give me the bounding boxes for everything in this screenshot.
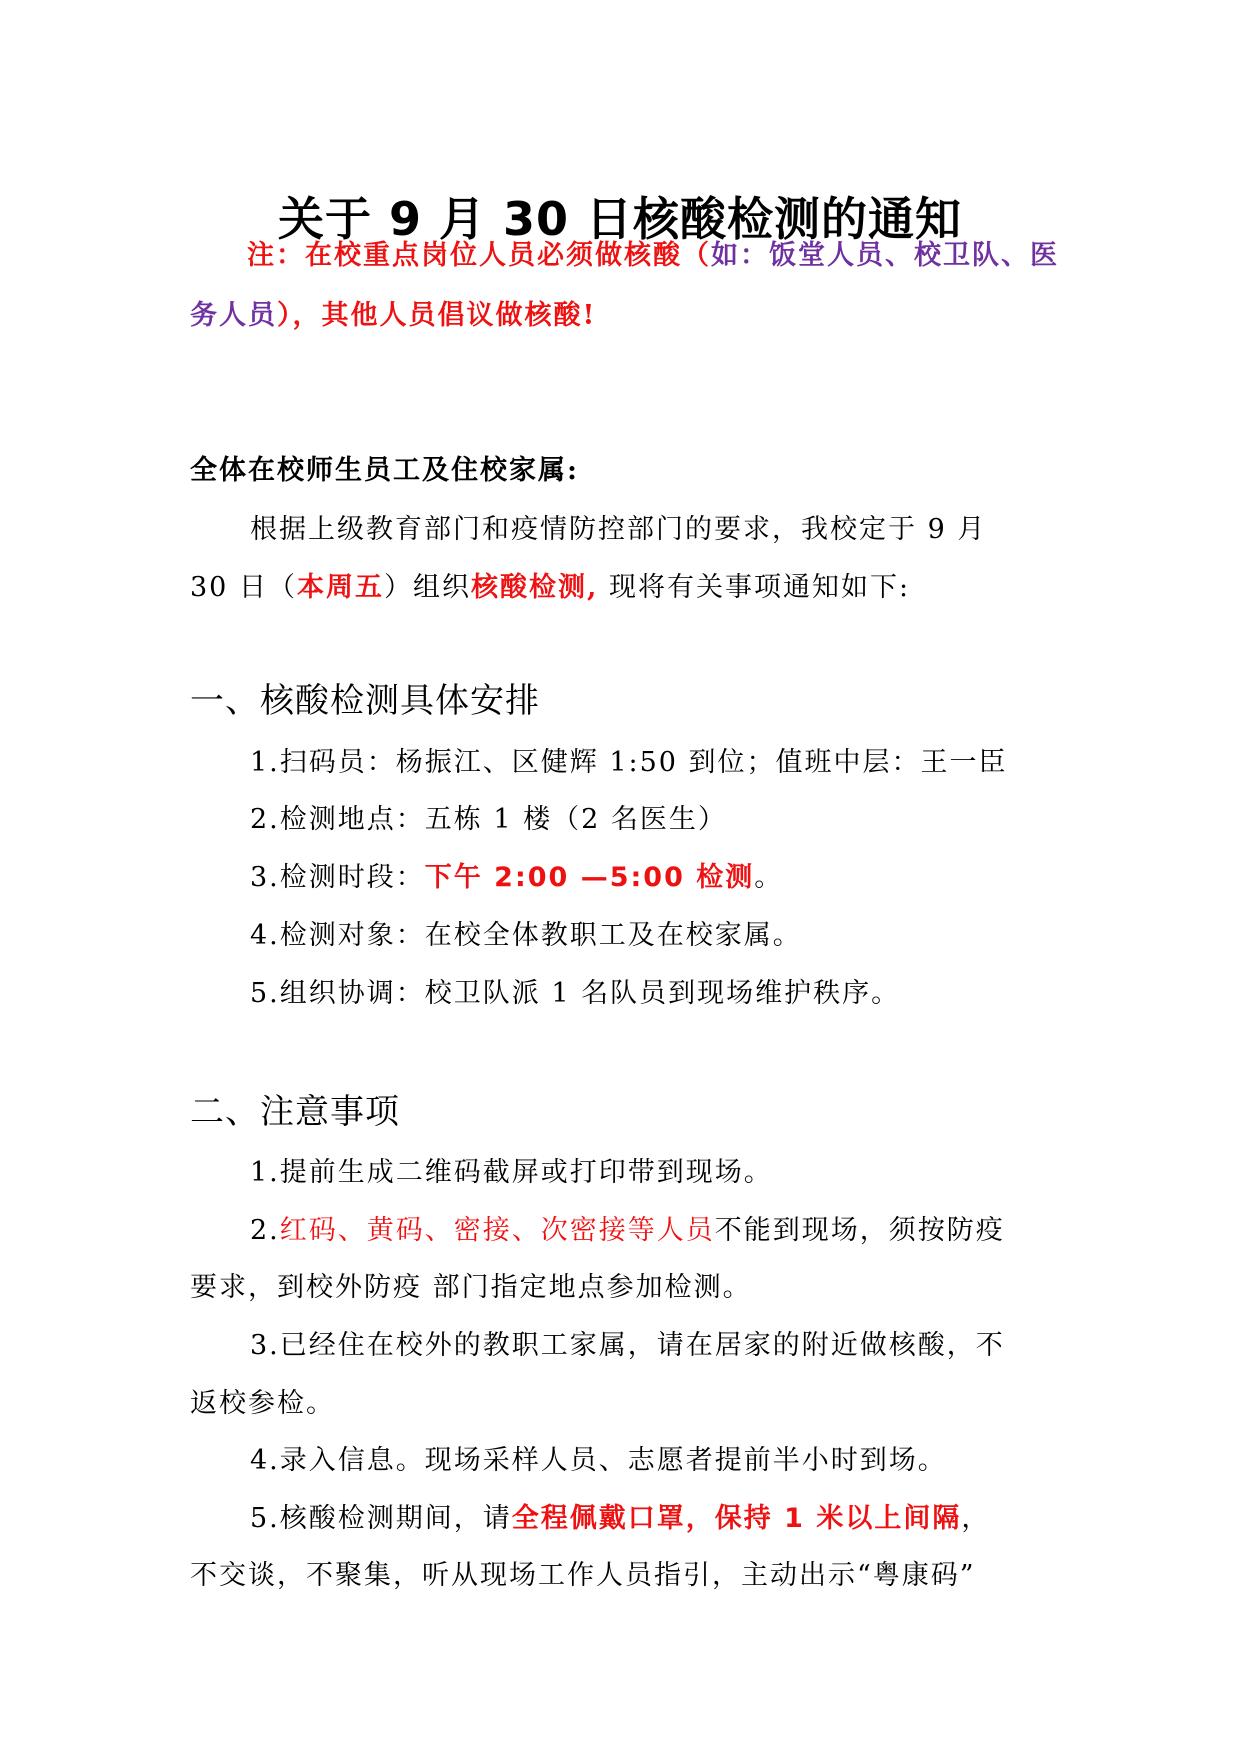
- intro-date: 30 日（: [190, 572, 297, 603]
- intro-day: 本周五: [296, 572, 384, 603]
- section2-item-4: 4.录入信息。现场采样人员、志愿者提前半小时到场。: [250, 1445, 947, 1476]
- section2-item-1: 1.提前生成二维码截屏或打印带到现场。: [250, 1157, 773, 1188]
- intro-organize: ）组织: [383, 572, 471, 603]
- section1-item-3: [250, 855, 783, 894]
- mask-requirement: 全程佩戴口罩，保持 1 米以上间隔: [511, 1503, 962, 1534]
- section1-heading: 一、核酸检测具体安排: [190, 681, 540, 721]
- note-prefix: 注：在校重点岗位人员必须做核酸（: [247, 240, 711, 271]
- section1-item-4: 4.检测对象：在校全体教职工及在校家属。: [250, 920, 802, 951]
- section2-item-2: [250, 1208, 1005, 1247]
- intro-tail: 现将有关事项通知如下:: [598, 572, 911, 603]
- item2-rest: 不能到现场，须按防疫: [714, 1215, 1005, 1246]
- section2-item-3: 3.已经住在校外的教职工家属，请在居家的附近做核酸，不: [250, 1330, 1005, 1361]
- note-line-2: [190, 293, 596, 332]
- section2-item-5: [250, 1496, 990, 1535]
- note-examples-end: 务人员: [190, 300, 277, 331]
- note-line-1: [247, 233, 1059, 272]
- section1-item-1: 1.扫码员：杨振江、区健辉 1:50 到位；值班中层：王一臣: [250, 747, 1008, 778]
- salutation: 全体在校师生员工及住校家属:: [190, 455, 579, 486]
- section2-item-3-cont: 返校参检。: [190, 1388, 335, 1419]
- item5-b: ，: [961, 1503, 991, 1534]
- intro-event: 核酸检测,: [470, 572, 599, 603]
- restricted-groups: 红码、黄码、密接、次密接等人员: [279, 1215, 715, 1246]
- item2-num: 2.: [250, 1215, 280, 1246]
- note-suffix: ），其他人员倡议做核酸!: [277, 300, 597, 331]
- intro-line-2: [190, 565, 910, 604]
- section2-heading: 二、注意事项: [190, 1092, 400, 1132]
- section1-item-2: 2.检测地点：五栋 1 楼（2 名医生）: [250, 804, 727, 835]
- intro-line-1: 根据上级教育部门和疫情防控部门的要求，我校定于 9 月: [250, 514, 987, 545]
- page-title: 关于 9 月 30 日核酸检测的通知: [277, 192, 963, 246]
- note-examples: 如：饭堂人员、校卫队、医: [711, 240, 1059, 271]
- section2-item-2-cont: 要求，到校外防疫 部门指定地点参加检测。: [190, 1272, 752, 1303]
- detection-time: 下午 2:00 —5:00 检测: [424, 862, 755, 893]
- section2-item-5-cont: 不交谈，不聚集，听从现场工作人员指引，主动出示“粤康码”: [190, 1560, 976, 1591]
- item3-label: 3.检测时段：: [250, 862, 425, 893]
- item5-a: 5.核酸检测期间，请: [250, 1503, 512, 1534]
- item3-end: 。: [754, 862, 784, 893]
- section1-item-5: 5.组织协调：校卫队派 1 名队员到现场维护秩序。: [250, 978, 901, 1009]
